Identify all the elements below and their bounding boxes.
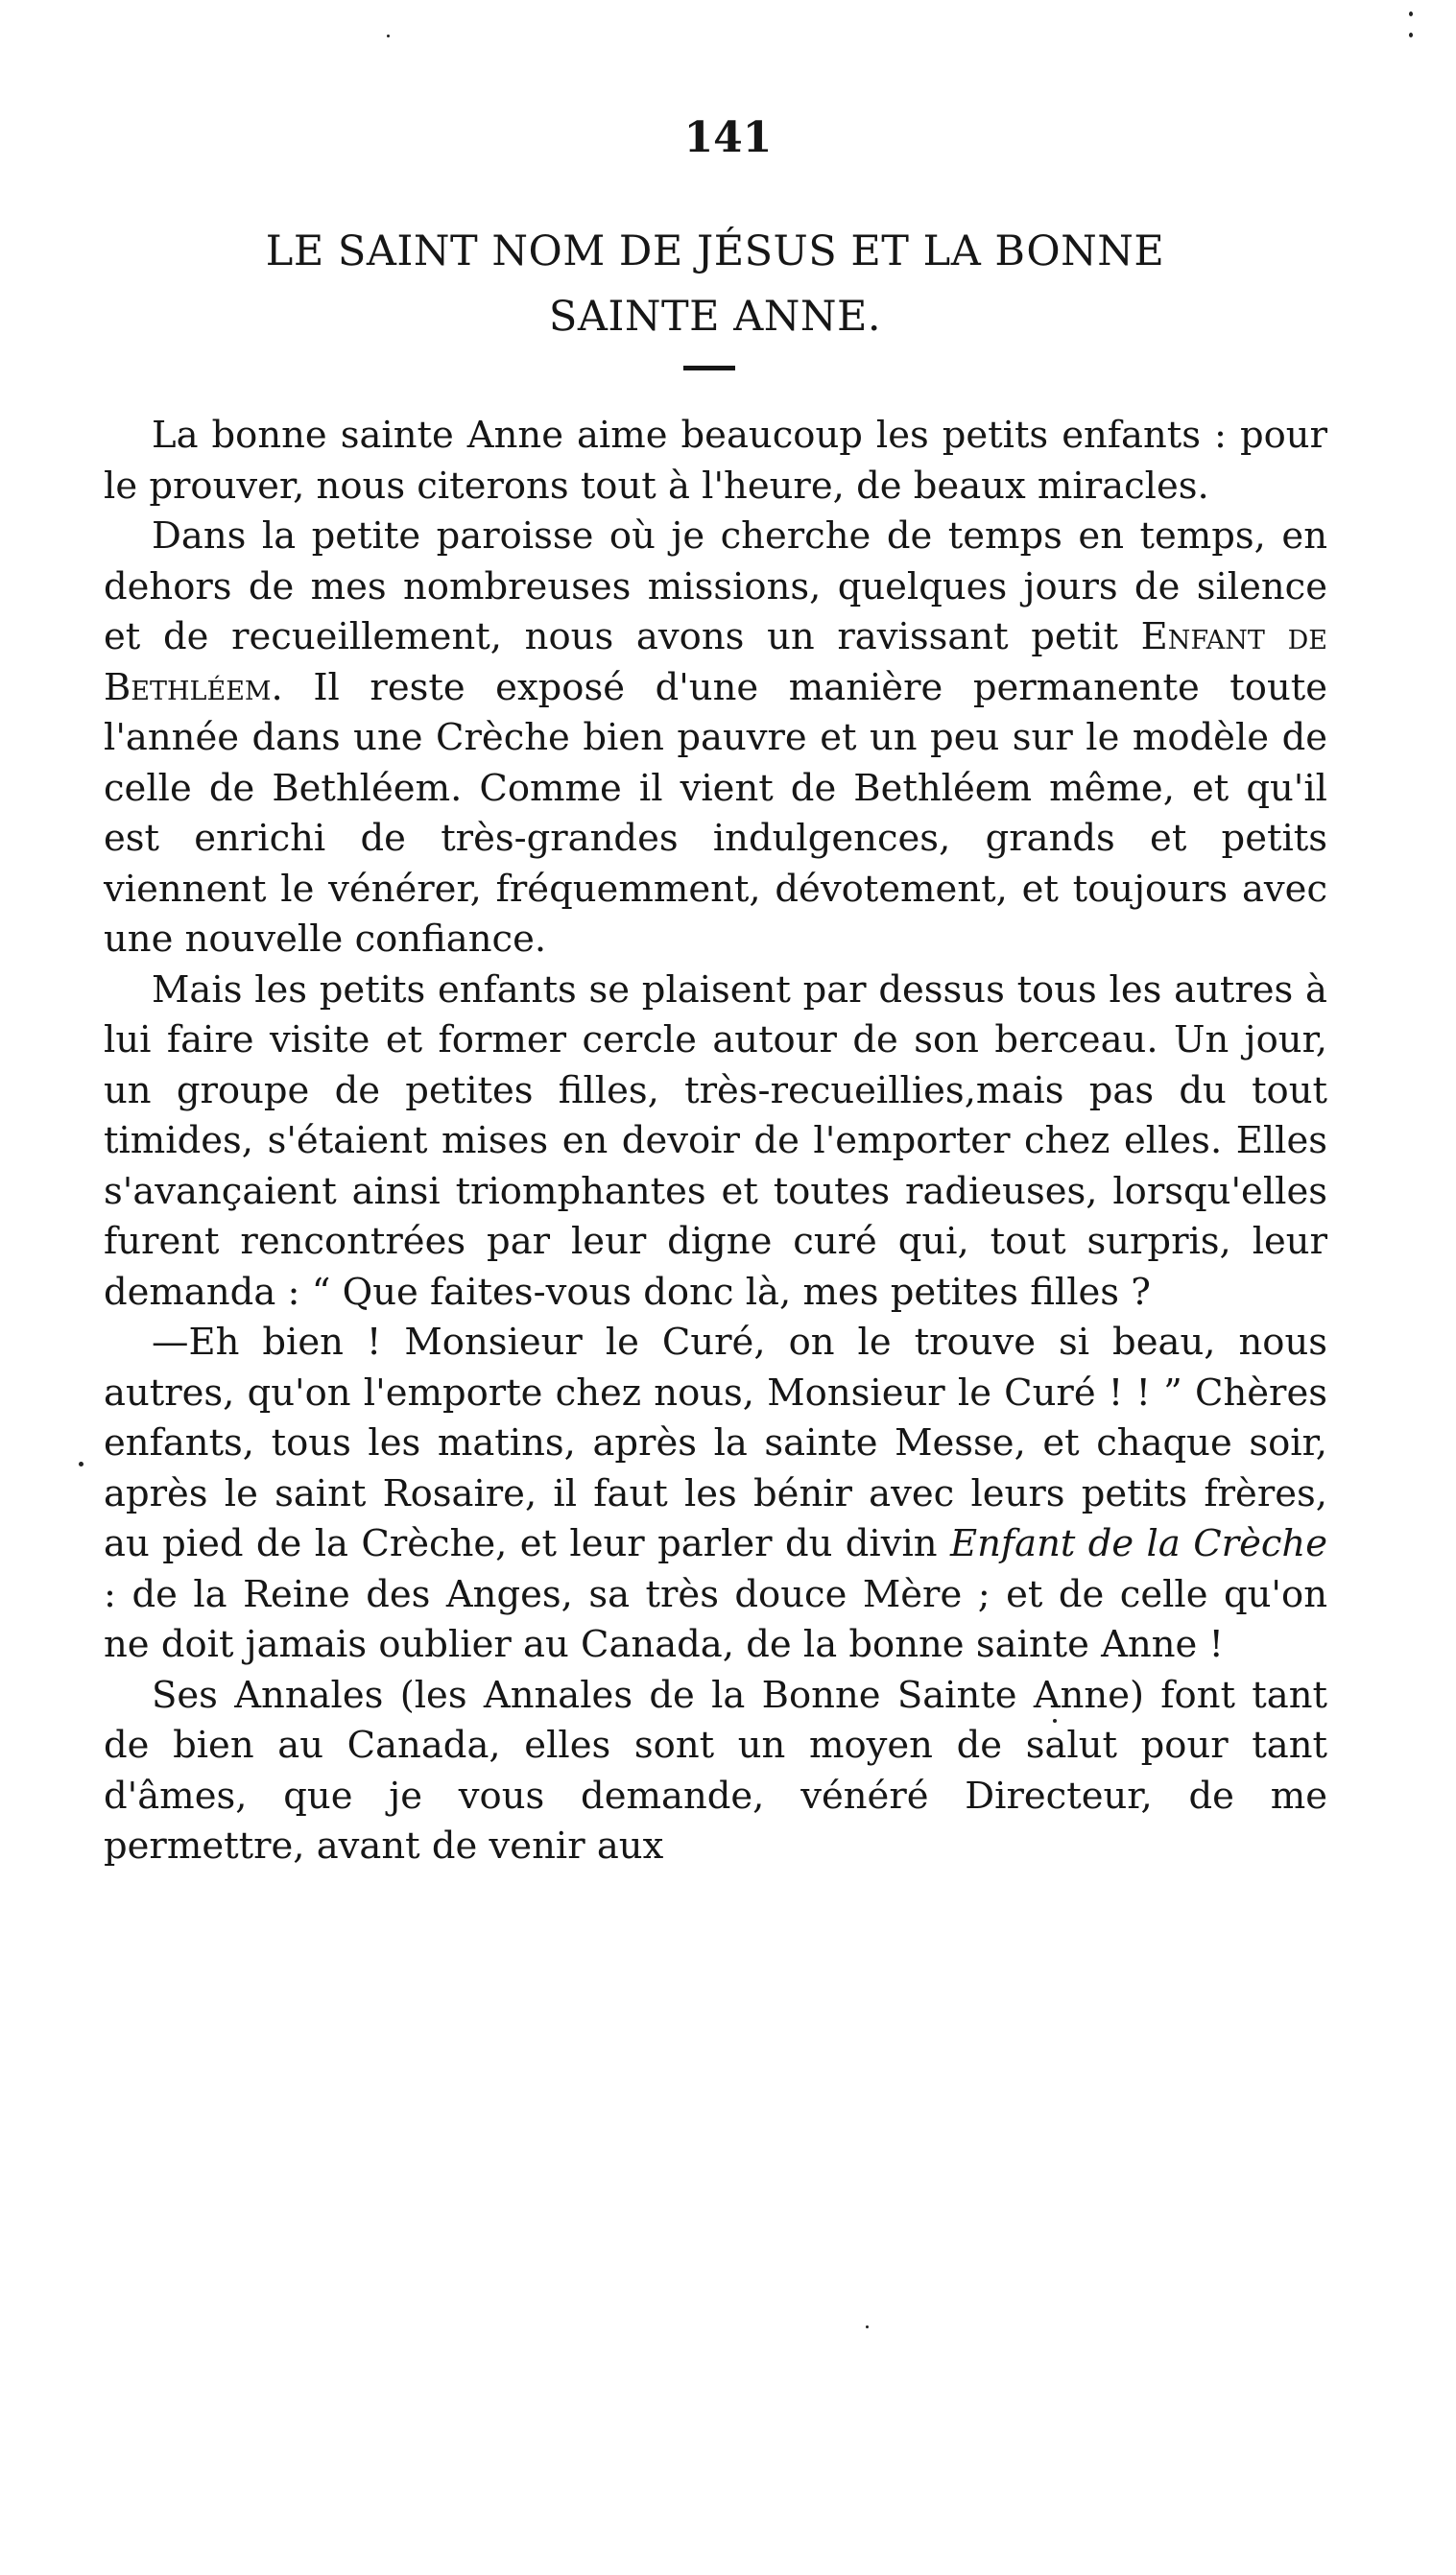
paragraph-5: Ses Annales (les Annales de la Bonne Sainte Anne) font tant de bien au Canada, elles sont un moyen de salut pour tant d'âmes, que je vous demande, vénéré Directeur, de me permettre, avant de venir aux xyxy=(104,1673,1327,1868)
chapter-title-line-1: LE SAINT NOM DE JÉSUS ET LA BONNE xyxy=(265,227,1165,275)
paragraph-1: La bonne sainte Anne aime beaucoup les petits enfants : pour le prouver, nous citerons tout à l'heure, de beaux miracles. xyxy=(104,414,1327,508)
paragraph-4-text-start: —Eh bien ! Monsieur le Curé, on le trouve si beau, nous autres, qu'on l'emporte chez nous, Monsieur le Curé ! ! ” Chères enfants, tous les matins, après la sainte Messe, et chaque soir, après le saint Rosaire, il faut les bénir avec leurs petits frères, au pied de la Crèche, et leur parler du divin xyxy=(104,1321,1327,1565)
scan-speck xyxy=(866,2325,869,2328)
paragraph-2-smallcaps-name: Enfant de Bethléem. xyxy=(104,615,1327,709)
scan-speck xyxy=(1409,33,1413,37)
paragraph-4-text-end: : de la Reine des Anges, sa très douce Mère ; et de celle qu'on ne doit jamais oublier au Canada, de la bonne sainte Anne ! xyxy=(104,1572,1327,1666)
paragraph-2 xyxy=(104,512,1327,966)
chapter-title xyxy=(106,219,1325,349)
paragraph-3: Mais les petits enfants se plaisent par dessus tous les autres à lui faire visite et former cercle autour de son berceau. Un jour, un groupe de petites filles, très-recueillies,mais pas du tout timides, s'étaient mises en devoir de l'emporter chez elles. Elles s'avançaient ainsi triomphantes et toutes radieuses, lorsqu'elles furent rencontrées par leur digne curé qui, tout surpris, leur demanda : “ Que faites-vous donc là, mes petites filles ? xyxy=(104,967,1327,1314)
page-number: 141 xyxy=(683,113,773,162)
scan-speck xyxy=(387,35,390,37)
chapter-title-line-2: SAINTE ANNE. xyxy=(548,293,882,341)
paragraph-2-text-start: Dans la petite paroisse où je cherche de temps en temps, en dehors de mes nombreuses missions, quelques jours de silence et de recueillement, nous avons un ravissant petit xyxy=(104,514,1327,658)
paragraph-2-text-end: Il reste exposé d'une manière permanente toute l'année dans une Crèche bien pauvre et un peu sur le modèle de celle de Bethléem. Comme il vient de Bethléem même, et qu'il est enrichi de très-grandes indulgences, grands et petits viennent le vénérer, fréquemment, dévotement, et toujours avec une nouvelle confiance. xyxy=(104,665,1327,961)
scan-speck xyxy=(1409,12,1413,16)
title-divider xyxy=(683,366,735,370)
body-text xyxy=(104,411,1327,1872)
paragraph-4-italic-phrase: Enfant de la Crèche xyxy=(950,1522,1327,1565)
scan-speck xyxy=(79,1462,84,1466)
paragraph-4 xyxy=(104,1318,1327,1671)
scan-speck xyxy=(1053,1719,1057,1723)
